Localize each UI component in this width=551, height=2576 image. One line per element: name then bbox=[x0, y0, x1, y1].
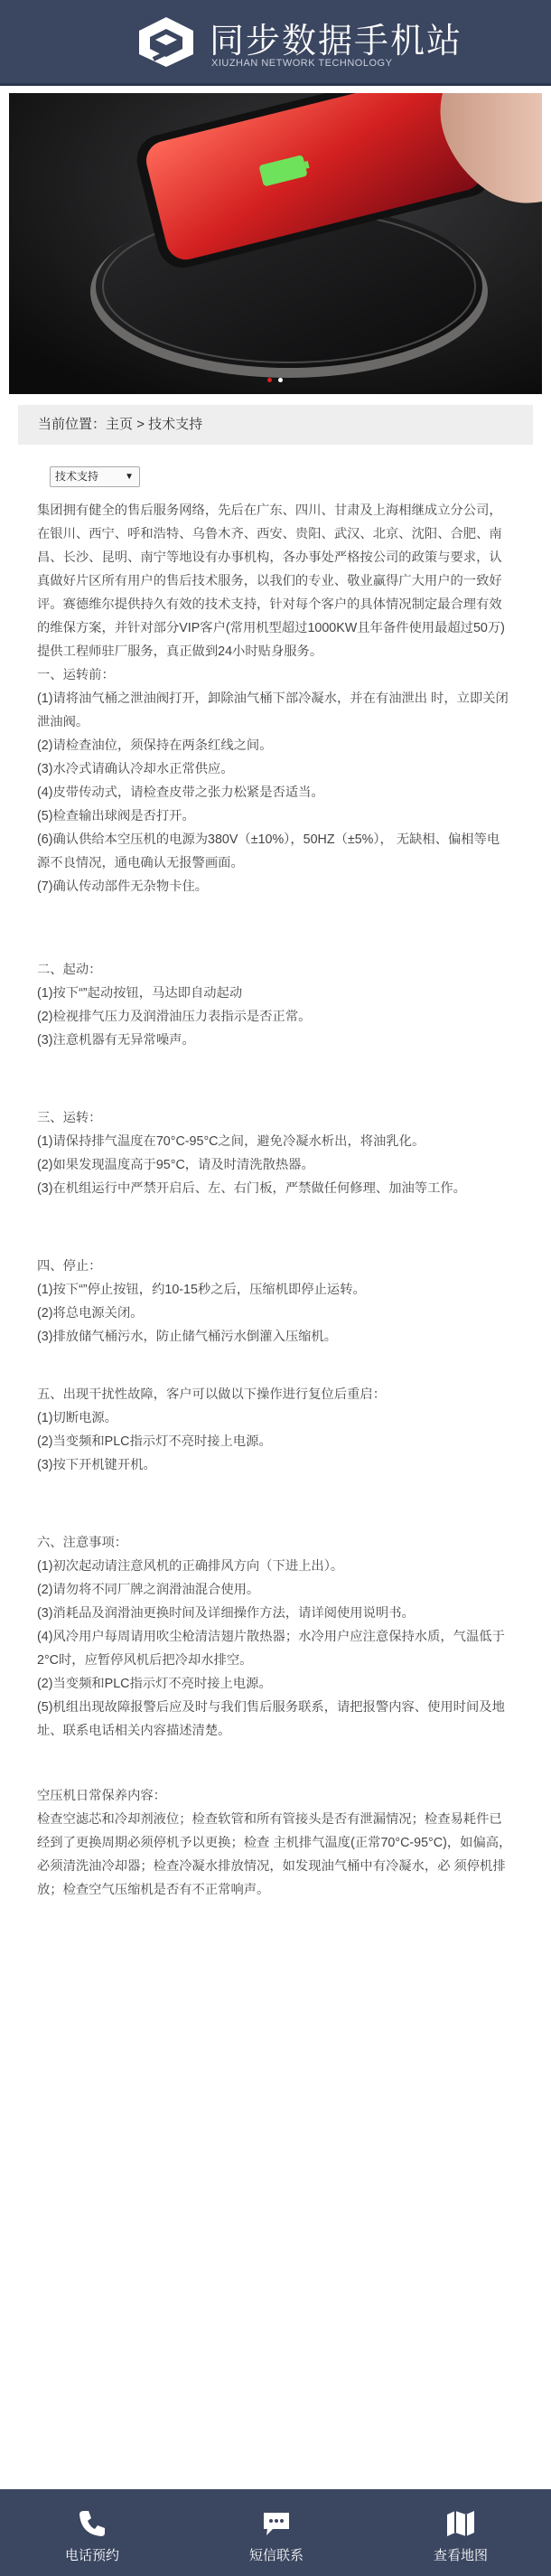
brand-title: 同步数据手机站 bbox=[210, 21, 463, 61]
category-select-value: 技术支持 bbox=[55, 470, 99, 483]
list-item: (7)确认传动部件无杂物卡住。 bbox=[37, 879, 209, 894]
list-item: (1)按下“”起动按钮，马达即自动起动 bbox=[37, 986, 243, 1001]
category-select[interactable] bbox=[50, 466, 140, 487]
breadcrumb bbox=[18, 405, 533, 445]
section-title: 三、运转： bbox=[37, 1111, 102, 1125]
list-item: (2)如果发现温度高于95°C，请及时清洗散热器。 bbox=[37, 1158, 314, 1172]
list-item: (1)按下“”停止按钮，约10-15秒之后，压缩机即停止运转。 bbox=[37, 1283, 366, 1297]
list-item: (2)请勿将不同厂牌之润滑油混合使用。 bbox=[37, 1583, 260, 1597]
intro-paragraph: 集团拥有健全的售后服务网络，先后在广东、四川、甘肃及上海相继成立分公司，在银川、西宁、呼和浩特、乌鲁木齐、西安、贵阳、武汉、北京、沈阳、合肥、南昌、长沙、昆明、南宁等地设有办事机构，各办事处严格按公司的政策与要求，认真做好片区所有用户的售后技术服务，以我们的专业、敬业赢得广大用户的一致好评。赛德维尔提供持久有效的技术支持，针对每个客户的具体情况制定最合理有效的维保方案，并针对部分VIP客户(常用机型超过1000KW且年备件使用最超过50万)提供工程师驻厂服务，真正做到24小时贴身服务。 bbox=[37, 503, 505, 659]
chat-bubble-icon bbox=[260, 2507, 293, 2540]
site-header bbox=[0, 0, 551, 83]
map-button-label: 查看地图 bbox=[433, 2548, 488, 2563]
header-divider bbox=[0, 83, 551, 86]
list-item: (2)请检查油位，须保持在两条红线之间。 bbox=[37, 738, 273, 753]
list-item: (2)检视排气压力及润滑油压力表指示是否正常。 bbox=[37, 1010, 312, 1024]
list-item: (2)将总电源关闭。 bbox=[37, 1306, 144, 1321]
wireless-charger-phone-image bbox=[9, 93, 542, 394]
breadcrumb-current[interactable]: 技术支持 bbox=[148, 417, 203, 432]
sms-button-label: 短信联系 bbox=[248, 2548, 304, 2563]
list-item: (3)按下开机键开机。 bbox=[37, 1458, 156, 1472]
article-content bbox=[37, 499, 512, 1902]
cube-logo-icon[interactable] bbox=[134, 14, 199, 69]
map-button[interactable] bbox=[388, 2489, 533, 2576]
banner-slide[interactable] bbox=[9, 93, 542, 394]
breadcrumb-separator: > bbox=[133, 417, 149, 432]
list-item: (3)水冷式请确认冷却水正常供应。 bbox=[37, 762, 234, 776]
sms-button[interactable] bbox=[204, 2489, 349, 2576]
list-item: (3)排放储气桶污水，防止储气桶污水倒灌入压缩机。 bbox=[37, 1330, 338, 1344]
list-item: (3)在机组运行中严禁开启后、左、右门板，严禁做任何修理、加油等工作。 bbox=[37, 1181, 466, 1196]
section-title: 一、运转前： bbox=[37, 668, 115, 682]
slide-dot-1[interactable] bbox=[267, 378, 272, 382]
footer-nav bbox=[0, 2489, 551, 2576]
section-title: 空压机日常保养内容： bbox=[37, 1789, 166, 1803]
call-button-label: 电话预约 bbox=[64, 2548, 119, 2563]
section-title: 五、出现干扰性故障，客户可以做以下操作进行复位后重启： bbox=[37, 1387, 387, 1402]
list-item: (6)确认供给本空压机的电源为380V（±10%），50HZ（±5%）， 无缺相、偏相等电源不良情况，通电确认无报警画面。 bbox=[37, 832, 500, 870]
breadcrumb-prefix: 当前位置： bbox=[38, 417, 107, 432]
list-item: (4)皮带传动式，请检查皮带之张力松紧是否适当。 bbox=[37, 785, 324, 800]
list-item: (2)当变频和PLC指示灯不亮时接上电源。 bbox=[37, 1434, 272, 1449]
list-item: (5)检查输出球阀是否打开。 bbox=[37, 809, 195, 823]
list-item: (1)请保持排气温度在70°C-95°C之间，避免冷凝水析出，将油乳化。 bbox=[37, 1134, 425, 1149]
list-item: (3)注意机器有无异常噪声。 bbox=[37, 1033, 195, 1048]
map-icon bbox=[444, 2507, 477, 2540]
list-item: (1)初次起动请注意风机的正确排风方向（下进上出）。 bbox=[37, 1559, 344, 1574]
list-item: (5)机组出现故障报警后应及时与我们售后服务联系，请把报警内容、使用时间及地址、联系电话相关内容描述清楚。 bbox=[37, 1700, 505, 1738]
call-button[interactable] bbox=[20, 2489, 164, 2576]
brand-subtitle: XIUZHAN NETWORK TECHNOLOGY bbox=[211, 58, 393, 69]
section-title: 四、停止： bbox=[37, 1259, 102, 1274]
list-item: 检查空滤芯和冷却剂液位；检查软管和所有管接头是否有泄漏情况；检查易耗件已经到了更换周期必须停机予以更换；检查 主机排气温度(正常70°C-95°C)，如偏高，必须清洗油冷却器；检查冷凝水排放情况，如发现油气桶中有冷凝水，必 须停机排放；检查空气压缩机是否有不正常响声。 bbox=[37, 1812, 512, 1897]
list-item: (3)消耗品及润滑油更换时间及详细操作方法，请详阅使用说明书。 bbox=[37, 1606, 415, 1621]
slide-dot-2[interactable] bbox=[278, 378, 283, 382]
phone-icon bbox=[76, 2507, 108, 2540]
section-title: 二、起动： bbox=[37, 963, 102, 977]
section-title: 六、注意事项： bbox=[37, 1536, 128, 1550]
list-item: (4)风冷用户每周请用吹尘枪清洁翅片散热器；水冷用户应注意保持水质，气温低于2°C时，应暂停风机后把冷却水排空。 bbox=[37, 1630, 505, 1668]
list-item: (1)请将油气桶之泄油阀打开，卸除油气桶下部冷凝水，并在有油泄出 时，立即关闭泄油阀。 bbox=[37, 691, 509, 729]
list-item: (1)切断电源。 bbox=[37, 1411, 117, 1425]
list-item: (2)当变频和PLC指示灯不亮时接上电源。 bbox=[37, 1677, 272, 1691]
chevron-down-icon: ▼ bbox=[125, 472, 134, 482]
breadcrumb-home-link[interactable]: 主页 bbox=[106, 417, 134, 432]
